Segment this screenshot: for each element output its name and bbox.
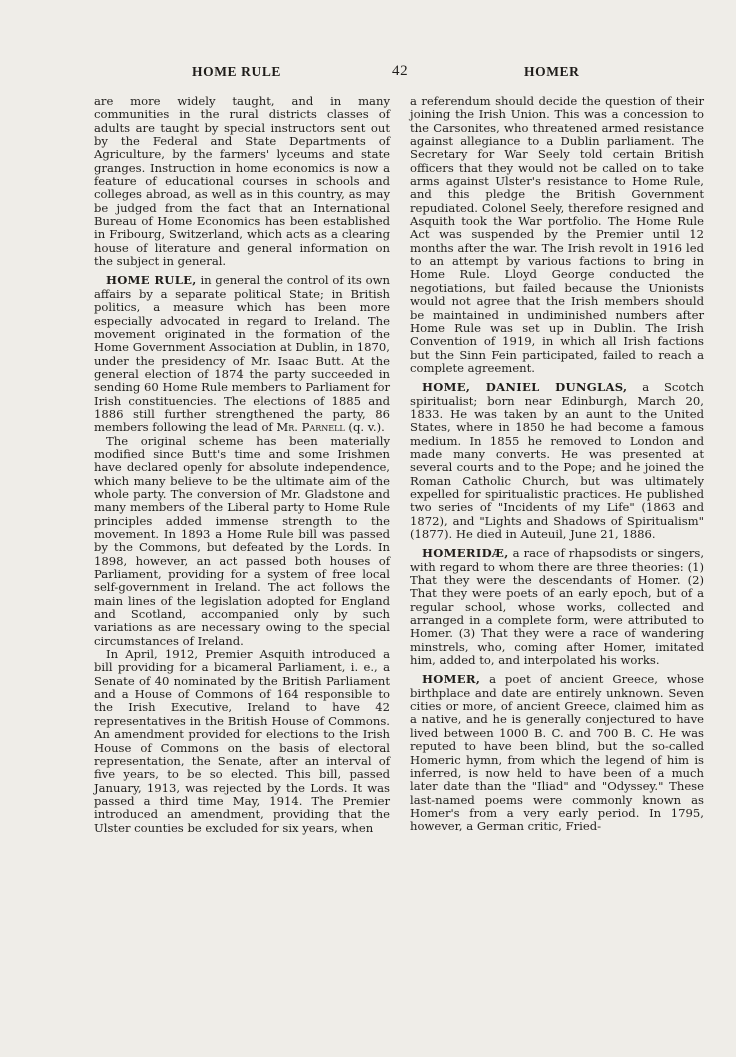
right-column — [410, 95, 704, 834]
entry-text: a Scotch spiritualist; born near Edinburgh, March 20, 1833. He was taken by an aunt to the United States, where in 1850 he had become a famous medium. In 1855 he removed to London and made many converts. He was presented at several courts and to the Pope; and he joined the Roman Catholic Church, but was ultimately expelled for spiritualistic practices. He published two series of "Incidents of my Life" (1863 and 1872), and "Lights and Shadows of Spiritualism" (1877). He died in Auteuil, June 21, 1886. — [410, 380, 704, 541]
entry-homer — [410, 673, 704, 833]
entry-home-daniel-dunglas — [410, 381, 704, 541]
cross-reference: Mr. Parnell — [276, 420, 345, 435]
entry-headword: HOME RULE, — [106, 273, 197, 288]
entry-text: a poet of ancient Greece, whose birthplace and date are entirely unknown. Seven cities or more, of ancient Greece, claimed him as a native, and he is generally conjectured to have lived between 1000 B. C. and 700 B. C. He was reputed to have been blind, but the so-called Homeric hymn, from which the legend of him is inferred, is now held to have been of a much later date than the "Iliad" and "Odyssey." These last-named poems were commonly known as Homer's from a very early period. In 1795, however, a German critic, Fried- — [410, 672, 704, 834]
entry-headword: HOME, DANIEL DUNGLAS, — [422, 380, 628, 395]
entry-text: (q. v.). — [344, 420, 385, 435]
entry-home-rule — [94, 274, 390, 434]
page-number: 42 — [392, 63, 409, 79]
left-column — [94, 95, 390, 835]
paragraph-home-economics: are more widely taught, and in many communities in the rural districts classes of adults are taught by special instructors sent out by the Federal and State Departments of Agriculture, by the farmers' lyceums and state granges. Instruction in home economics is now a feature of educational courses in schools and colleges abroad, as well as in this country, as may be judged from the fact that an International Bureau of Home Economics has been established in Fribourg, Switzerland, which acts as a clearing house of literature and general information on the subject in general. — [94, 94, 390, 269]
running-head-right: HOMER — [524, 64, 580, 79]
running-head — [0, 64, 736, 84]
paragraph-home-rule-continued: a referendum should decide the question of their joining the Irish Union. This was a concession to the Carsonites, who threatened armed resistance against allegiance to a Dublin parliament. The Secretary for War Seely told certain British officers that they would not be called on to take arms against Ulster's resistance to Home Rule, and this pledge the British Government repudiated. Colonel Seely, therefore resigned and Asquith took the War portfolio. The Home Rule Act was suspended by the Premier until 12 months after the war. The Irish revolt in 1916 led to an attempt by various factions to bring in Home Rule. Lloyd George conducted the negotiations, but failed because the Unionists would not agree that the Irish members should be maintained in undiminished numbers after Home Rule was set up in Dublin. The Irish Convention of 1919, in which all Irish factions but the Sinn Fein participated, failed to reach a complete agreement. — [410, 94, 704, 375]
running-head-left: HOME RULE — [192, 64, 282, 79]
paragraph: The original scheme has been materially modified since Butt's time and some Irishmen have declared openly for absolute independence, which many believe to be the ultimate aim of the whole party. The conversion of Mr. Gladstone and many members of the Liberal party to Home Rule principles added immense strength to the movement. In 1893 a Home Rule bill was passed by the Commons, but defeated by the Lords. In 1898, however, an act passed both houses of Parliament, providing for a system of free local self-government in Ireland. The act follows the main lines of the legislation adopted for England and Scotland, accompanied only by such variations as are necessary owing to the special circumstances of Ireland. — [94, 433, 390, 648]
entry-text: a race of rhapsodists or singers, with regard to whom there are three theories: (1) That they were the descendants of Homer. (2) That they were poets of an early epoch, but of a regular school, whose works, collected and arranged in a complete form, were attributed to Homer. (3) That they were a race of wandering minstrels, who, coming after Homer, imitated him, added to, and interpolated his works. — [410, 546, 704, 668]
entry-homeridae — [410, 547, 704, 667]
paragraph: In April, 1912, Premier Asquith introduced a bill providing for a bicameral Parliament, i. e., a Senate of 40 nominated by the British Parliament and a House of Commons of 164 responsible to the Irish Executive, Ireland to have 42 representatives in the British House of Commons. An amendment provided for elections to the Irish House of Commons on the basis of electoral representation, the Senate, after an interval of five years, to be so elected. This bill, passed January, 1913, was rejected by the Lords. It was passed a third time May, 1914. The Premier introduced an amendment, providing that the Ulster counties be excluded for six years, when — [94, 647, 390, 835]
entry-headword: HOMERIDÆ, — [422, 546, 509, 561]
entry-headword: HOMER, — [422, 672, 481, 687]
entry-text: in general the control of its own affairs by a separate political State; in British politics, a measure which has been more especially advocated in regard to Ireland. The movement originated in the formation of the Home Government Association at Dublin, in 1870, under the presidency of Mr. Isaac Butt. At the general election of 1874 the party succeeded in sending 60 Home Rule members to Parliament for Irish constituencies. The elections of 1885 and 1886 still further strengthened the party, 86 members following the lead of — [94, 273, 390, 435]
